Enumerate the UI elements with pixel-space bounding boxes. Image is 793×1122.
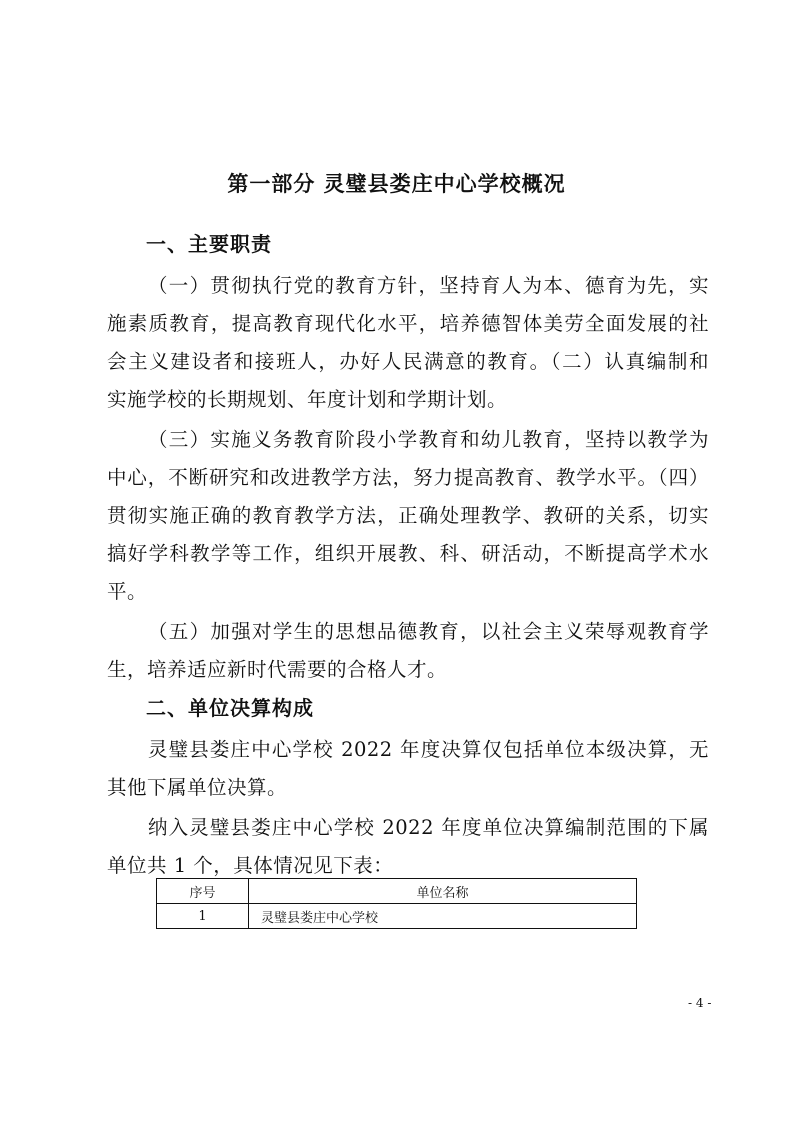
table-cell-serial: 1 (157, 904, 249, 929)
paragraph-line: 施素质教育，提高教育现代化水平，培养德智体美劳全面发展的社 (107, 312, 709, 335)
section-heading-main-duties: 一、主要职责 (146, 232, 272, 256)
table-header-row (157, 879, 637, 904)
page-title: 第一部分 灵璧县娄庄中心学校概况 (227, 172, 566, 196)
paragraph-line: 单位共 1 个，具体情况见下表： (107, 854, 394, 877)
paragraph-line: 纳入灵璧县娄庄中心学校 2022 年度单位决算编制范围的下属 (148, 816, 709, 839)
paragraph-line: 实施学校的长期规划、年度计划和学期计划。 (107, 388, 508, 411)
column-header-serial: 序号 (157, 879, 249, 904)
table-cell-unit-name: 灵璧县娄庄中心学校 (249, 904, 637, 929)
paragraph-line: 灵璧县娄庄中心学校 2022 年度决算仅包括单位本级决算，无 (148, 738, 709, 761)
paragraph-line: 搞好学科教学等工作，组织开展教、科、研活动，不断提高学术水 (107, 542, 709, 565)
paragraph-line: （三）实施义务教育阶段小学教育和幼儿教育，坚持以教学为 (148, 428, 709, 451)
page-number: - 4 - (688, 996, 712, 1010)
paragraph-line: 其他下属单位决算。 (107, 776, 288, 799)
paragraph-line: 平。 (107, 580, 148, 603)
paragraph-line: 生，培养适应新时代需要的合格人才。 (107, 658, 448, 681)
table-row (157, 904, 637, 929)
paragraph-line: 会主义建设者和接班人，办好人民满意的教育。（二）认真编制和 (107, 350, 709, 373)
paragraph-line: 贯彻实施正确的教育教学方法，正确处理教学、教研的关系，切实 (107, 504, 709, 527)
column-header-unit-name: 单位名称 (249, 879, 637, 904)
subordinate-units-table (156, 878, 637, 929)
paragraph-line: 中心，不断研究和改进教学方法，努力提高教育、教学水平。（四） (107, 466, 709, 489)
paragraph-line: （五）加强对学生的思想品德教育，以社会主义荣辱观教育学 (148, 620, 709, 643)
section-heading-budget-composition: 二、单位决算构成 (146, 696, 314, 720)
paragraph-line: （一）贯彻执行党的教育方针，坚持育人为本、德育为先，实 (148, 274, 709, 297)
